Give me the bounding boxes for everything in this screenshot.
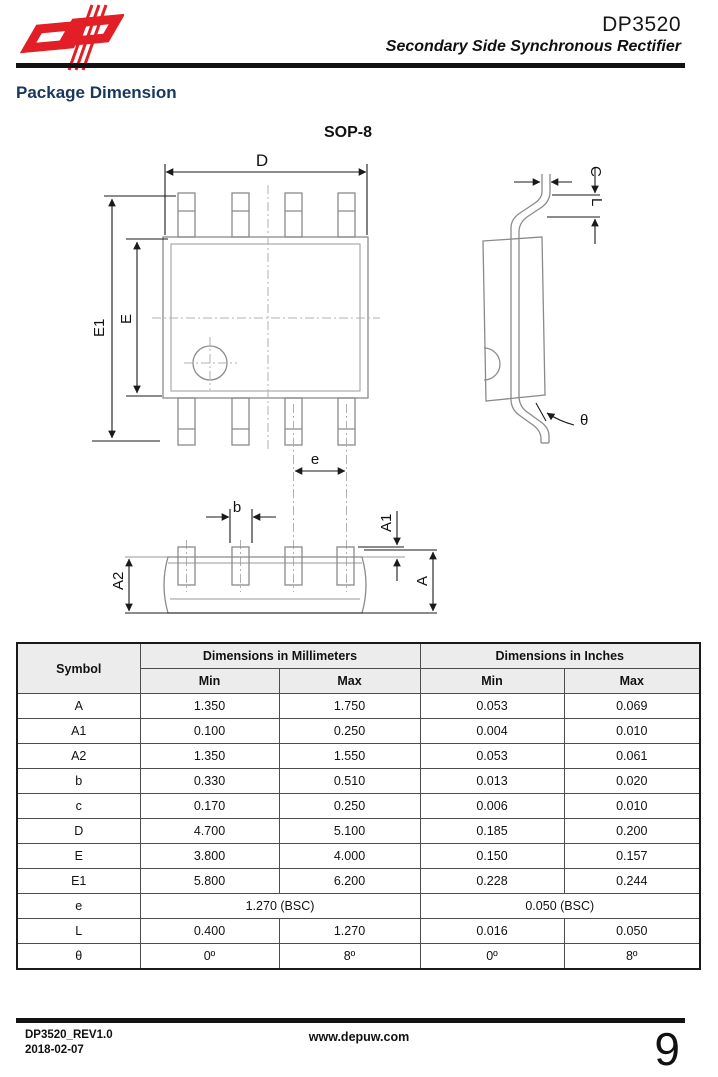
- dim-label-b: b: [232, 499, 242, 516]
- cell-in-min: 0.185: [420, 819, 564, 844]
- table-row: [17, 819, 700, 844]
- cell-mm-min: 1.350: [140, 694, 279, 719]
- cell-symbol: A: [17, 694, 140, 719]
- cell-in-min: 0.004: [420, 719, 564, 744]
- cell-in-max: 0.050: [564, 919, 700, 944]
- cell-mm-max: 0.510: [279, 769, 420, 794]
- cell-symbol: A1: [17, 719, 140, 744]
- col-header-symbol: Symbol: [17, 643, 140, 694]
- cell-symbol: e: [17, 894, 140, 919]
- cell-symbol: b: [17, 769, 140, 794]
- dim-label-e1: E1: [91, 318, 108, 337]
- dim-label-a1: A1: [378, 513, 395, 532]
- cell-mm-min: 0.330: [140, 769, 279, 794]
- cell-in-max: 0.020: [564, 769, 700, 794]
- cell-in-min: 0.150: [420, 844, 564, 869]
- cell-in-max: 0.010: [564, 719, 700, 744]
- doc-revision: DP3520_REV1.0: [25, 1029, 113, 1041]
- cell-mm-min: 0.170: [140, 794, 279, 819]
- cell-mm-max: 6.200: [279, 869, 420, 894]
- col-header-inches: Dimensions in Inches: [420, 643, 700, 669]
- cell-mm-max: 0.250: [279, 794, 420, 819]
- dim-label-theta: θ: [580, 412, 589, 429]
- cell-mm-span: 1.270 (BSC): [140, 894, 420, 919]
- cell-mm-max: 1.550: [279, 744, 420, 769]
- dim-label-a: A: [414, 575, 431, 586]
- cell-in-min: 0.053: [420, 694, 564, 719]
- table-row: [17, 794, 700, 819]
- cell-symbol: E: [17, 844, 140, 869]
- col-header-mm: Dimensions in Millimeters: [140, 643, 420, 669]
- page-number: 9: [654, 1023, 680, 1075]
- header-rule: [16, 63, 685, 68]
- package-drawing: [0, 110, 718, 642]
- cell-in-max: 0.200: [564, 819, 700, 844]
- table-row: [17, 744, 700, 769]
- cell-in-max: 0.069: [564, 694, 700, 719]
- cell-mm-min: 3.800: [140, 844, 279, 869]
- cell-mm-min: 0.400: [140, 919, 279, 944]
- table-row-e: [17, 894, 700, 919]
- table-row: [17, 719, 700, 744]
- cell-in-min: 0º: [420, 944, 564, 970]
- col-header-in-max: Max: [564, 669, 700, 694]
- cell-symbol: θ: [17, 944, 140, 970]
- cell-mm-min: 0.100: [140, 719, 279, 744]
- dim-label-e: E: [118, 313, 135, 324]
- table-row: [17, 844, 700, 869]
- cell-mm-max: 8º: [279, 944, 420, 970]
- table-header-row: [17, 643, 700, 669]
- col-header-mm-max: Max: [279, 669, 420, 694]
- table-row: [17, 919, 700, 944]
- dim-label-l: L: [588, 198, 605, 207]
- cell-symbol: E1: [17, 869, 140, 894]
- cell-mm-max: 5.100: [279, 819, 420, 844]
- table-row: [17, 869, 700, 894]
- cell-in-min: 0.006: [420, 794, 564, 819]
- cell-mm-min: 5.800: [140, 869, 279, 894]
- front-view: [110, 499, 437, 613]
- cell-in-max: 0.244: [564, 869, 700, 894]
- table-row: [17, 769, 700, 794]
- cell-in-max: 0.010: [564, 794, 700, 819]
- cell-mm-max: 1.750: [279, 694, 420, 719]
- table-row: [17, 944, 700, 970]
- dim-label-c: C: [587, 166, 604, 177]
- doc-date: 2018-02-07: [25, 1044, 84, 1056]
- col-header-in-min: Min: [420, 669, 564, 694]
- cell-mm-min: 4.700: [140, 819, 279, 844]
- cell-mm-max: 1.270: [279, 919, 420, 944]
- cell-in-max: 0.061: [564, 744, 700, 769]
- cell-symbol: L: [17, 919, 140, 944]
- cell-in-min: 0.013: [420, 769, 564, 794]
- footer-website: www.depuw.com: [308, 1030, 410, 1044]
- cell-symbol: c: [17, 794, 140, 819]
- company-logo-icon: [20, 2, 124, 72]
- cell-in-min: 0.053: [420, 744, 564, 769]
- cell-symbol: A2: [17, 744, 140, 769]
- doc-subtitle: Secondary Side Synchronous Rectifier: [385, 38, 681, 55]
- dim-label-a2: A2: [110, 571, 127, 590]
- cell-in-min: 0.228: [420, 869, 564, 894]
- part-number: DP3520: [602, 13, 681, 36]
- package-name-label: SOP-8: [323, 124, 373, 141]
- col-header-mm-min: Min: [140, 669, 279, 694]
- top-view: [91, 151, 380, 592]
- cell-in-span: 0.050 (BSC): [420, 894, 700, 919]
- cell-mm-max: 4.000: [279, 844, 420, 869]
- cell-mm-min: 0º: [140, 944, 279, 970]
- cell-mm-max: 0.250: [279, 719, 420, 744]
- cell-mm-min: 1.350: [140, 744, 279, 769]
- cell-in-min: 0.016: [420, 919, 564, 944]
- dimensions-table: [16, 642, 701, 970]
- cell-in-max: 0.157: [564, 844, 700, 869]
- cell-symbol: D: [17, 819, 140, 844]
- dim-label-d: D: [255, 151, 269, 170]
- cell-in-max: 8º: [564, 944, 700, 970]
- footer-rule: [16, 1018, 685, 1023]
- section-title: Package Dimension: [16, 83, 177, 102]
- side-view: [483, 166, 605, 443]
- table-row: [17, 694, 700, 719]
- dim-label-pitch: e: [310, 451, 320, 468]
